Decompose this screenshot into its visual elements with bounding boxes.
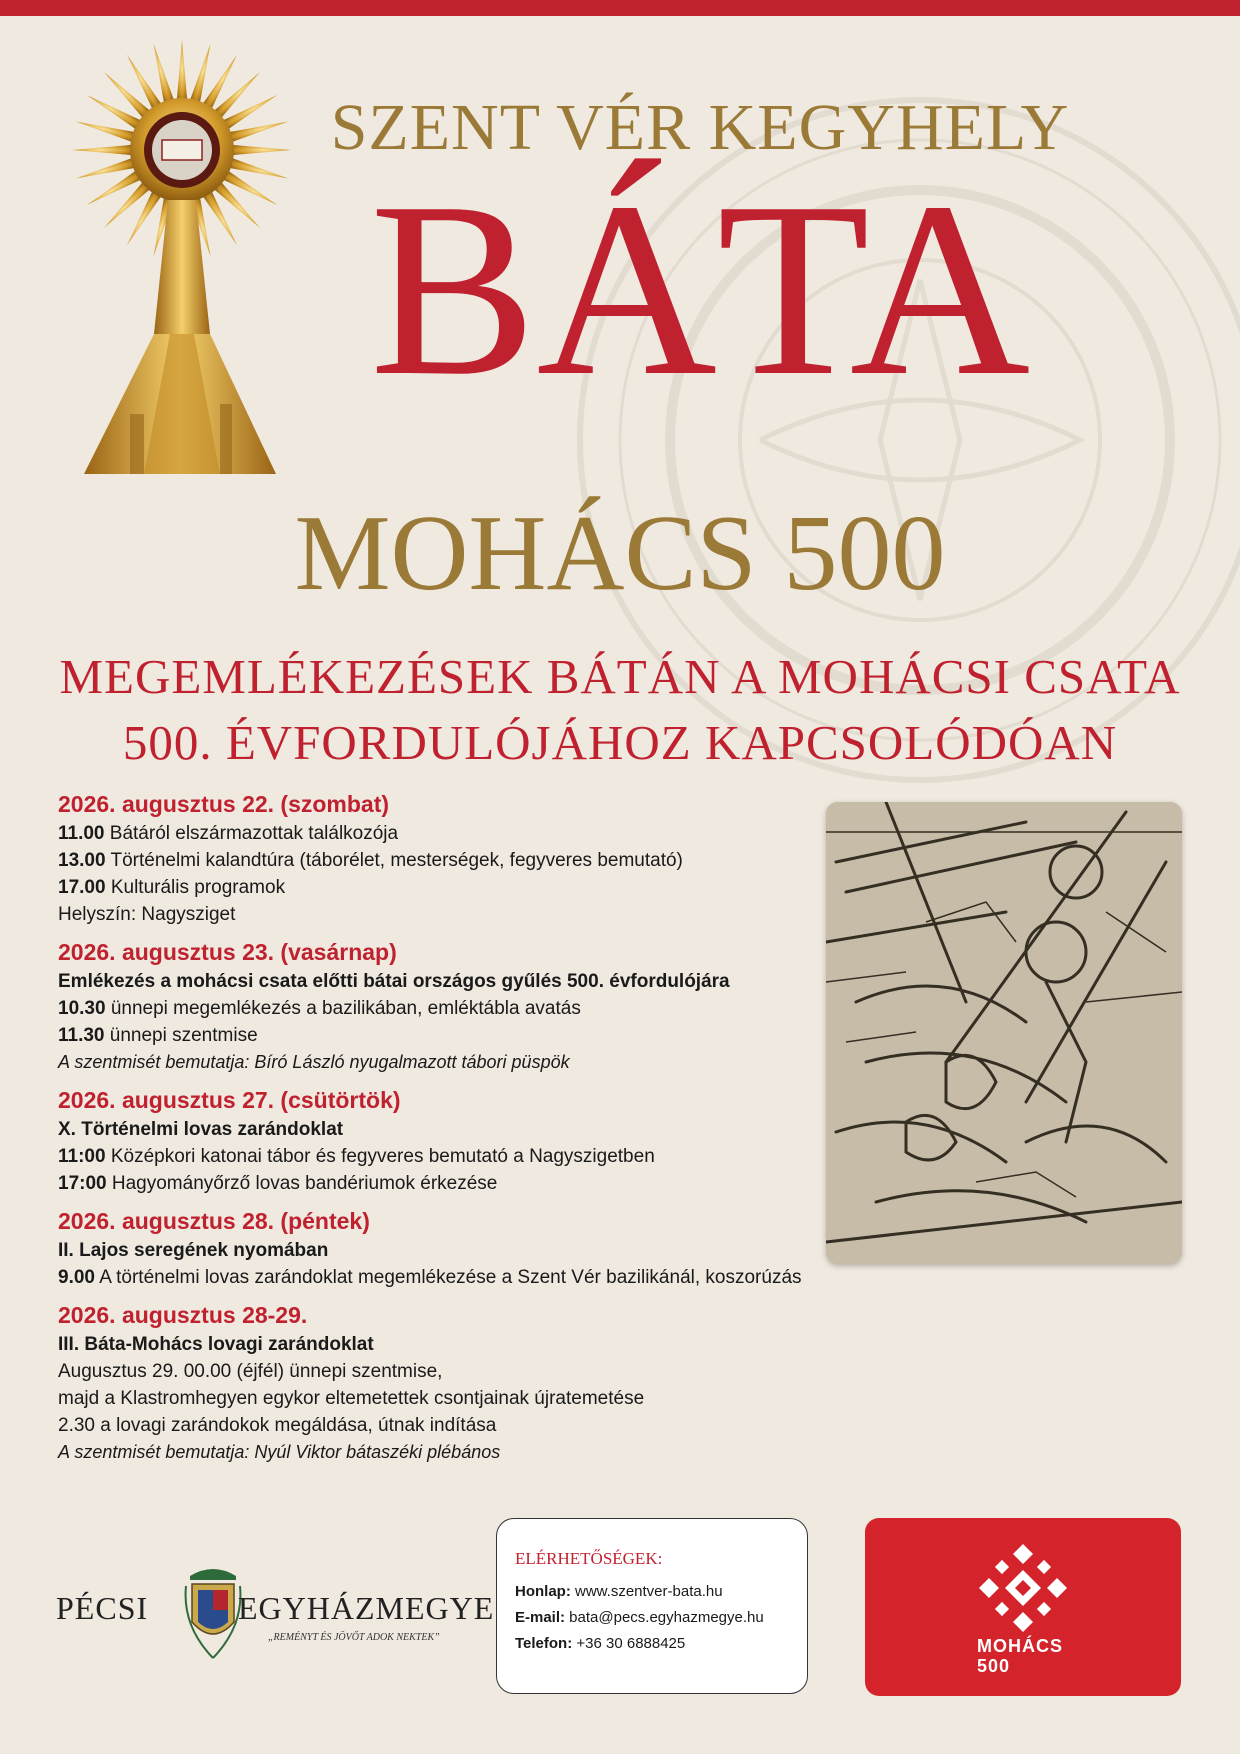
battle-woodcut-image: [826, 802, 1182, 1264]
event-line: 11.30 ünnepi szentmise: [58, 1025, 258, 1046]
top-red-bar: [0, 0, 1240, 16]
event-line: 17.00 Kulturális programok: [58, 877, 286, 898]
event-line: 11:00 Középkori katonai tábor és fegyveres bemutató a Nagyszigetben: [58, 1146, 655, 1167]
event-line: Augusztus 29. 00.00 (éjfél) ünnepi szentmise,: [58, 1361, 443, 1382]
event-aug-23: [58, 936, 918, 1076]
mohacs500-logo-text: MOHÁCS 500: [977, 1636, 1063, 1676]
event-aug-22: [58, 788, 918, 928]
subtitle-line-2: 500. ÉVFORDULÓJÁHOZ KAPCSOLÓDÓAN: [122, 715, 1118, 770]
event-aug-28: [58, 1205, 918, 1291]
event-date: 2026. augusztus 28. (péntek): [58, 1208, 370, 1234]
logo-motto: „REMÉNYT ÉS JÖVŐT ADOK NEKTEK”: [268, 1632, 440, 1643]
event-line: majd a Klastromhegyen egykor eltemetettek csontjainak újratemetése: [58, 1388, 645, 1409]
diocese-logo: [56, 1560, 495, 1670]
contact-box: [496, 1518, 808, 1694]
mohacs500-mark-icon: [975, 1540, 1071, 1636]
contact-website: Honlap: www.szentver-bata.hu: [515, 1583, 723, 1600]
event-line: 17:00 Hagyományőrző lovas bandériumok érkezése: [58, 1173, 498, 1194]
logo-text-right: EGYHÁZMEGYE: [238, 1590, 495, 1626]
event-date: 2026. augusztus 23. (vasárnap): [58, 939, 397, 965]
email-link[interactable]: bata@pecs.egyhazmegye.hu: [565, 1609, 764, 1626]
logo-text-left: PÉCSI: [56, 1590, 149, 1626]
event-date: 2026. augusztus 27. (csütörtök): [58, 1087, 401, 1113]
event-line: 2.30 a lovagi zarándokok megáldása, útnak indítása: [58, 1415, 497, 1436]
event-line: 13.00 Történelmi kalandtúra (táborélet, mesterségek, fegyveres bemutató): [58, 850, 683, 871]
event-aug-28-29: [58, 1299, 918, 1466]
contact-phone: Telefon: +36 30 6888425: [515, 1635, 686, 1652]
contact-title: ELÉRHETŐSÉGEK:: [515, 1549, 663, 1568]
mohacs500-logo-box: [865, 1518, 1181, 1696]
shrine-title: SZENT VÉR KEGYHELY: [330, 91, 1070, 164]
event-aug-27: [58, 1084, 918, 1197]
event-date: 2026. augusztus 22. (szombat): [58, 791, 390, 817]
event-line: 10.30 ünnepi megemlékezés a bazilikában, emléktábla avatás: [58, 998, 581, 1019]
event-date: 2026. augusztus 28-29.: [58, 1302, 308, 1328]
subtitle-line-1: MEGEMLÉKEZÉSEK BÁTÁN A MOHÁCSI CSATA: [59, 649, 1181, 704]
event-heading: II. Lajos seregének nyomában: [58, 1240, 329, 1261]
website-link[interactable]: www.szentver-bata.hu: [570, 1583, 723, 1600]
monstrance-icon: [70, 34, 290, 482]
event-heading: X. Történelmi lovas zarándoklat: [58, 1119, 344, 1140]
event-heading: Emlékezés a mohácsi csata előtti bátai országos gyűlés 500. évfordulójára: [58, 971, 730, 992]
event-line: 11.00 Bátáról elszármazottak találkozója: [58, 823, 399, 844]
program-list: [58, 788, 918, 1474]
diocese-crest-icon: [184, 1566, 242, 1662]
event-note: A szentmisét bemutatja: Nyúl Viktor bátaszéki plébános: [58, 1442, 501, 1462]
event-line: 9.00 A történelmi lovas zarándoklat megemlékezése a Szent Vér bazilikánál, koszorúzás: [58, 1267, 802, 1288]
bata-title: BÁTA: [369, 151, 1031, 428]
event-note: A szentmisét bemutatja: Bíró László nyugalmazott tábori püspök: [58, 1052, 570, 1072]
event-heading: III. Báta-Mohács lovagi zarándoklat: [58, 1334, 374, 1355]
phone-link[interactable]: +36 30 6888425: [572, 1635, 686, 1652]
event-place: Helyszín: Nagysziget: [58, 904, 236, 925]
contact-email: E-mail: bata@pecs.egyhazmegye.hu: [515, 1609, 764, 1626]
mohacs-500-title: MOHÁCS 500: [294, 494, 946, 613]
